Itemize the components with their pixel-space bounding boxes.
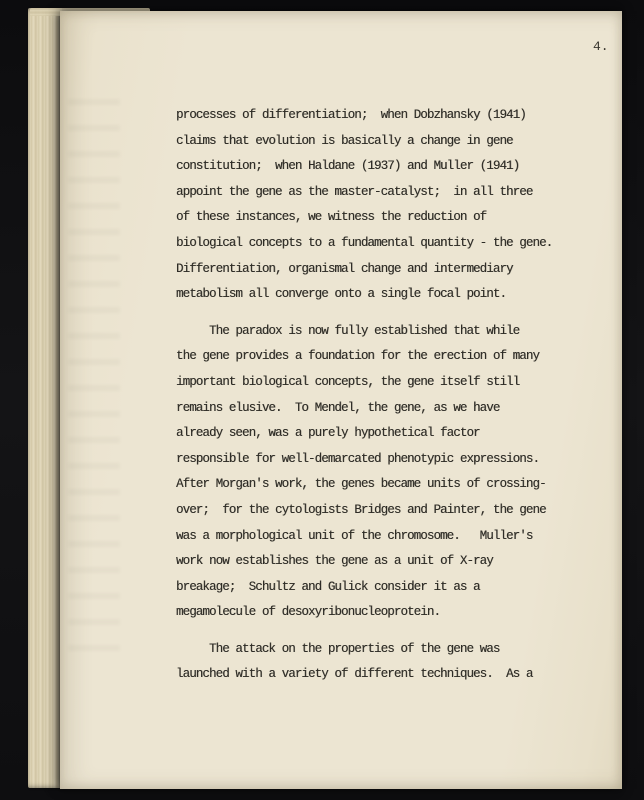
text-line: was a morphological unit of the chromosome. Muller's — [176, 528, 533, 543]
text-line: breakage; Schultz and Gulick consider it as a — [176, 579, 480, 594]
manuscript-page — [60, 11, 622, 789]
text-line: claims that evolution is basically a change in gene — [176, 133, 513, 148]
text-line: The paradox is now fully established that while — [209, 323, 520, 338]
text-line: appoint the gene as the master-catalyst; in all three — [176, 184, 533, 199]
text-line: already seen, was a purely hypothetical factor — [176, 426, 480, 441]
text-line: the gene provides a foundation for the erection of many — [176, 349, 540, 364]
stacked-page-edges — [28, 8, 62, 788]
text-line: constitution; when Haldane (1937) and Muller (1941) — [176, 159, 520, 174]
text-line: launched with a variety of different techniques. As a — [176, 667, 533, 682]
text-line: processes of differentiation; when Dobzhansky (1941) — [176, 108, 526, 122]
text-line: of these instances, we witness the reduction of — [176, 210, 487, 225]
paragraph — [176, 637, 574, 688]
text-line: over; for the cytologists Bridges and Painter, the gene — [176, 502, 546, 517]
text-line: biological concepts to a fundamental quantity - the gene. — [176, 235, 553, 250]
text-line: remains elusive. To Mendel, the gene, as we have — [176, 400, 500, 415]
text-line: After Morgan's work, the genes became units of crossing- — [176, 477, 546, 492]
paragraph — [176, 103, 574, 308]
page-text — [176, 103, 574, 699]
page-number: 4. — [593, 39, 609, 54]
text-line: responsible for well-demarcated phenotypic expressions. — [176, 451, 540, 466]
text-line: work now establishes the gene as a unit of X-ray — [176, 554, 493, 569]
text-line: The attack on the properties of the gene was — [209, 641, 500, 656]
text-line: important biological concepts, the gene itself still — [176, 374, 520, 389]
text-line: megamolecule of desoxyribonucleoprotein. — [176, 605, 441, 620]
text-line: Differentiation, organismal change and intermediary — [176, 261, 513, 276]
show-through-artifact — [68, 99, 120, 659]
paragraph — [176, 319, 574, 626]
text-line: metabolism all converge onto a single focal point. — [176, 287, 507, 302]
